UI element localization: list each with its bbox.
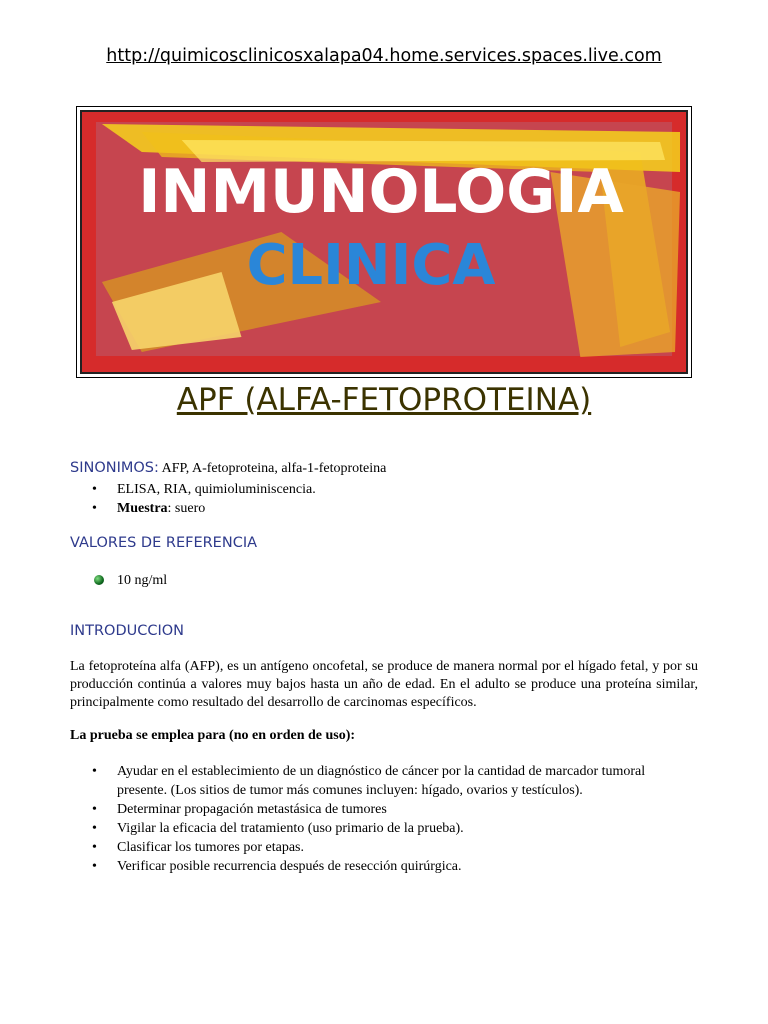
- uses-list: [70, 762, 698, 876]
- list-item: • Verificar posible recurrencia después de resección quirúrgica.: [70, 857, 698, 876]
- list-item: • Determinar propagación metastásica de tumores: [70, 800, 698, 819]
- list-item: • Clasificar los tumores por etapas.: [70, 838, 698, 857]
- sinonimos-text: AFP, A-fetoproteina, alfa-1-fetoproteina: [158, 461, 387, 476]
- page-title: APF (ALFA-FETOPROTEINA): [176, 382, 592, 418]
- valores-heading: VALORES DE REFERENCIA: [70, 535, 258, 551]
- reference-list: [70, 571, 167, 590]
- source-url-link[interactable]: http://quimicosclinicosxalapa04.home.services.spaces.live.com: [106, 46, 662, 66]
- sinonimos-line: [70, 460, 386, 477]
- introduccion-heading: INTRODUCCION: [70, 623, 185, 639]
- banner-line2: CLINICA: [246, 232, 496, 299]
- list-item: • ELISA, RIA, quimioluminiscencia.: [70, 480, 316, 499]
- banner-line1: INMUNOLOGIA: [138, 156, 624, 228]
- uses-heading: La prueba se emplea para (no en orden de uso):: [70, 728, 356, 743]
- method-list: [70, 480, 316, 518]
- green-bullet-icon: [94, 575, 104, 585]
- list-item: • Vigilar la eficacia del tratamiento (uso primario de la prueba).: [70, 819, 698, 838]
- banner-graphic: [82, 112, 686, 372]
- list-item: • Muestra: suero: [70, 499, 316, 518]
- list-item: 10 ng/ml: [70, 571, 167, 590]
- sinonimos-label: SINONIMOS:: [70, 460, 159, 476]
- intro-paragraph: La fetoproteína alfa (AFP), es un antígeno oncofetal, se produce de manera normal por el hígado fetal, y por su producción continúa a valores muy bajos hasta un año de edad. En el adulto se produce una proteína similar, principalmente como resultado del desarrollo de carcinomas específicos.: [70, 659, 698, 710]
- banner-image: [76, 106, 692, 378]
- list-item: • Ayudar en el establecimiento de un diagnóstico de cáncer por la cantidad de marcador tumoral presente. (Los sitios de tumor más comunes incluyen: hígado, ovarios y testículos).: [70, 762, 698, 800]
